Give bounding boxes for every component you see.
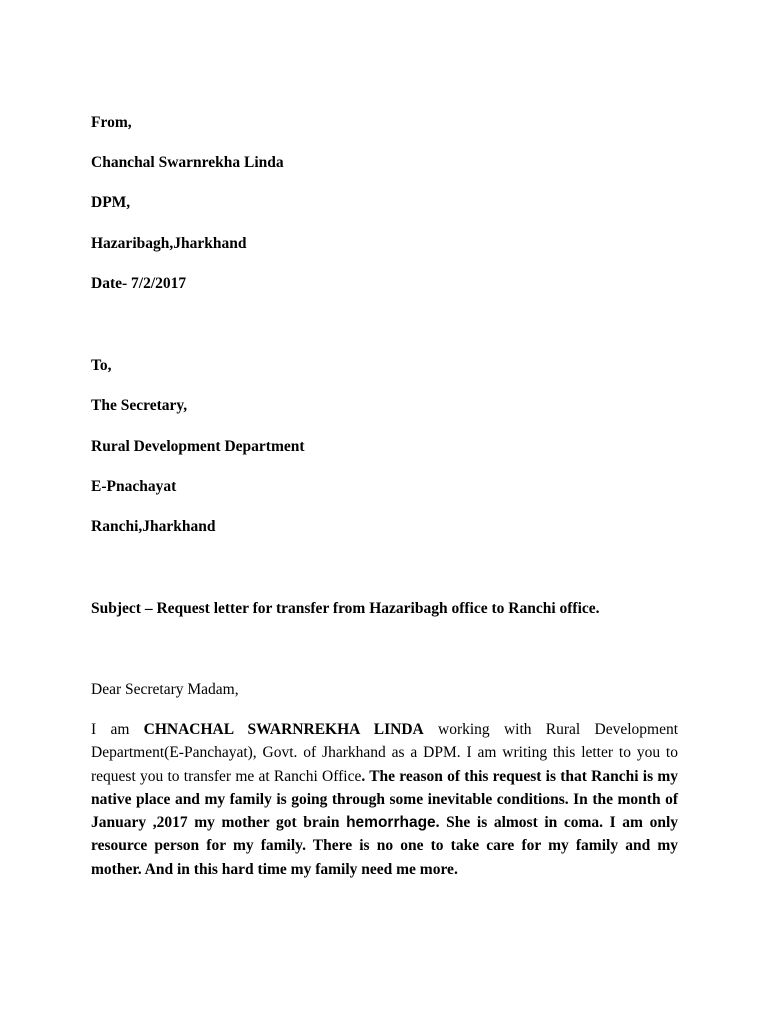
recipient-location: Ranchi,Jharkhand [91, 518, 216, 535]
body-employment: working with Rural Development Department(E-Panchayat), Govt. of Jharkhand as a DPM. I am writing this letter to you to request you to transfer me at Ranchi Office [91, 721, 678, 785]
letter-date: Date- 7/2/2017 [91, 275, 187, 292]
letter-body-paragraph [91, 718, 678, 881]
from-label: From, [91, 114, 132, 131]
sender-name: Chanchal Swarnrekha Linda [91, 154, 284, 171]
salutation: Dear Secretary Madam, [91, 681, 239, 698]
recipient-department: Rural Development Department [91, 438, 305, 455]
recipient-title: The Secretary, [91, 397, 188, 414]
subject-line: Subject – Request letter for transfer from Hazaribagh office to Ranchi office. [91, 600, 600, 617]
sender-location: Hazaribagh,Jharkhand [91, 235, 247, 252]
recipient-division: E-Pnachayat [91, 478, 177, 495]
body-reason: . The reason of this request is that Ranchi is my native place and my family is going through some inevitable conditions. In the month of January ,2017 my mother got brain [91, 767, 679, 832]
to-label: To, [91, 357, 112, 374]
body-condition: hemorrhage [346, 814, 436, 832]
sender-designation: DPM, [91, 194, 131, 211]
body-intro: I am [91, 721, 144, 738]
body-closing: . She is almost in coma. I am only resource person for my family. There is no one to take care for my family and my mother. And in this hard time my family need me more. [91, 814, 678, 878]
body-sender-name: CHNACHAL SWARNREKHA LINDA [143, 721, 424, 738]
